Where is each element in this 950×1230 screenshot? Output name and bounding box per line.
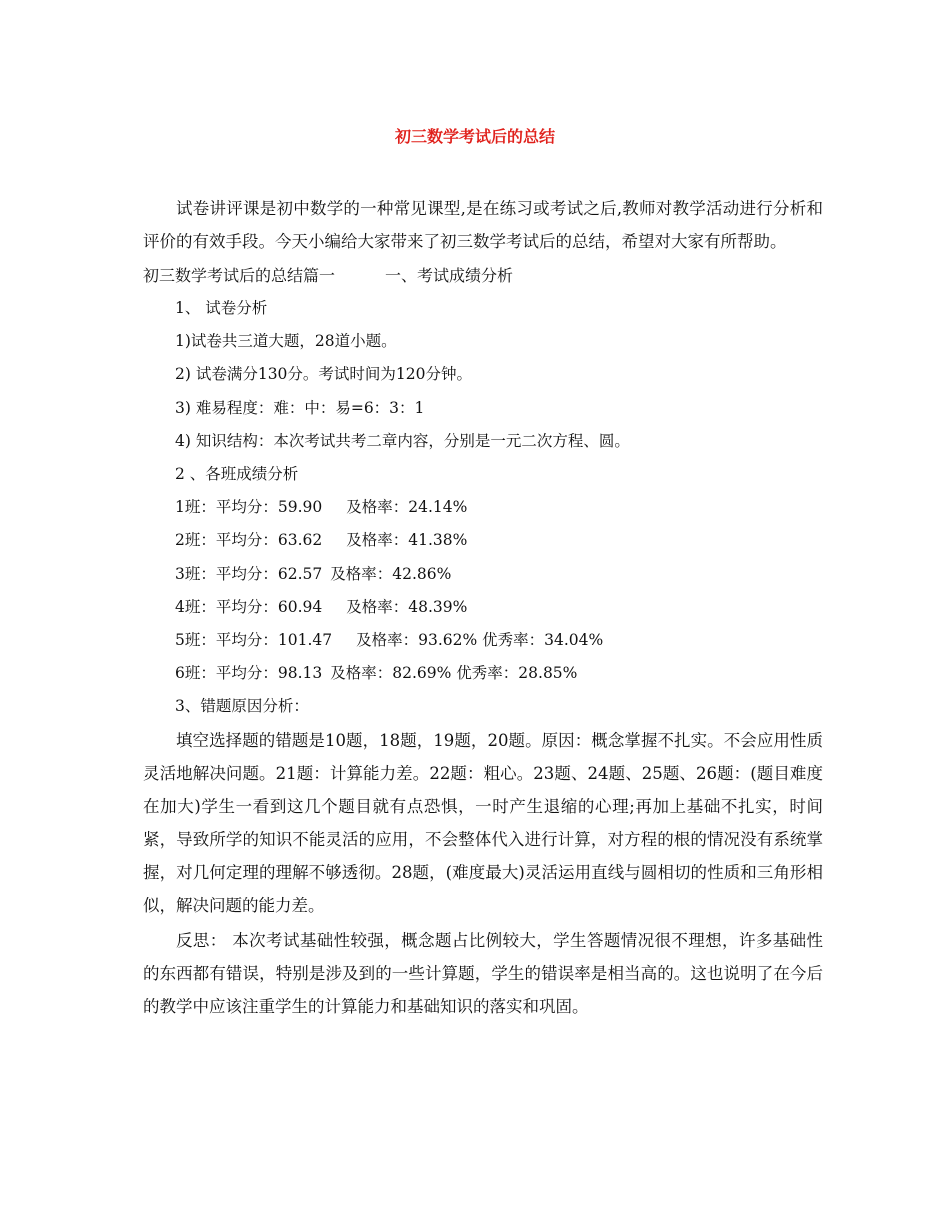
class-average: 6班：平均分：98.13 bbox=[175, 664, 323, 683]
class-average: 1班：平均分：59.90 bbox=[175, 498, 323, 517]
intro-paragraph: 试卷讲评课是初中数学的一种常见课型,是在练习或考试之后,教师对教学活动进行分析和评价的有效手段。今天小编给大家带来了初三数学考试后的总结，希望对大家有所帮助。 bbox=[143, 199, 823, 251]
class-average: 2班：平均分：63.62 bbox=[175, 531, 323, 550]
class-pass-rate: 及格率：24.14% bbox=[346, 498, 468, 517]
error-analysis-heading: 3、错题原因分析： bbox=[175, 697, 309, 716]
class-result-row bbox=[143, 558, 823, 591]
class-analysis-heading: 2 、各班成绩分析 bbox=[175, 465, 299, 484]
class-pass-rate: 及格率：82.69% bbox=[330, 664, 452, 683]
class-result-row bbox=[143, 591, 823, 624]
class-excellent-rate: 优秀率：34.04% bbox=[482, 631, 604, 650]
class-average: 4班：平均分：60.94 bbox=[175, 597, 323, 616]
paper-item: 3) 难易程度：难：中：易=6：3：1 bbox=[175, 398, 425, 417]
paper-analysis-heading: 1、 试卷分析 bbox=[175, 299, 268, 317]
reflection-paragraph: 反思： 本次考试基础性较强，概念题占比例较大，学生答题情况很不理想，许多基础性的东西都有错误，特别是涉及到的一些计算题，学生的错误率是相当高的。这也说明了在今后的教学中应该注重学生的计算能力和基础知识的落实和巩固。 bbox=[143, 930, 823, 1016]
document-body bbox=[143, 192, 823, 1025]
class-excellent-rate: 优秀率：28.85% bbox=[456, 664, 578, 683]
class-pass-rate: 及格率：93.62% bbox=[356, 631, 478, 650]
paper-item: 1)试卷共三道大题，28道小题。 bbox=[175, 332, 397, 351]
class-pass-rate: 及格率：41.38% bbox=[346, 531, 468, 550]
error-analysis-paragraph: 填空选择题的错题是10题，18题，19题，20题。原因：概念掌握不扎实。不会应用性质灵活地解决问题。21题：计算能力差。22题：粗心。23题、24题、25题、26题：(题目难度在加大)学生一看到这几个题目就有点恐惧，一时产生退缩的心理;再加上基础不扎实，时间紧，导致所学的知识不能灵活的应用，不会整体代入进行计算，对方程的根的情况没有系统掌握，对几何定理的理解不够透彻。28题，(难度最大)灵活运用直线与圆相切的性质和三角形相似，解决问题的能力差。 bbox=[143, 730, 823, 915]
paper-item: 4) 知识结构：本次考试共考二章内容，分别是一元二次方程、圆。 bbox=[175, 431, 630, 450]
class-average: 5班：平均分：101.47 bbox=[175, 631, 333, 650]
section-part-title: 初三数学考试后的总结篇一 bbox=[143, 266, 336, 285]
class-result-row bbox=[143, 624, 823, 657]
class-average: 3班：平均分：62.57 bbox=[175, 564, 323, 583]
class-result-row bbox=[143, 657, 823, 690]
paper-item: 2) 试卷满分130分。考试时间为120分钟。 bbox=[175, 365, 473, 384]
class-result-row bbox=[143, 524, 823, 557]
section-sub-title: 一、考试成绩分析 bbox=[385, 266, 514, 285]
class-pass-rate: 及格率：42.86% bbox=[330, 564, 452, 583]
class-result-row bbox=[143, 491, 823, 524]
document-title: 初三数学考试后的总结 bbox=[394, 127, 555, 146]
analysis-list bbox=[143, 292, 823, 724]
section-heading bbox=[143, 260, 823, 292]
class-pass-rate: 及格率：48.39% bbox=[346, 597, 468, 616]
